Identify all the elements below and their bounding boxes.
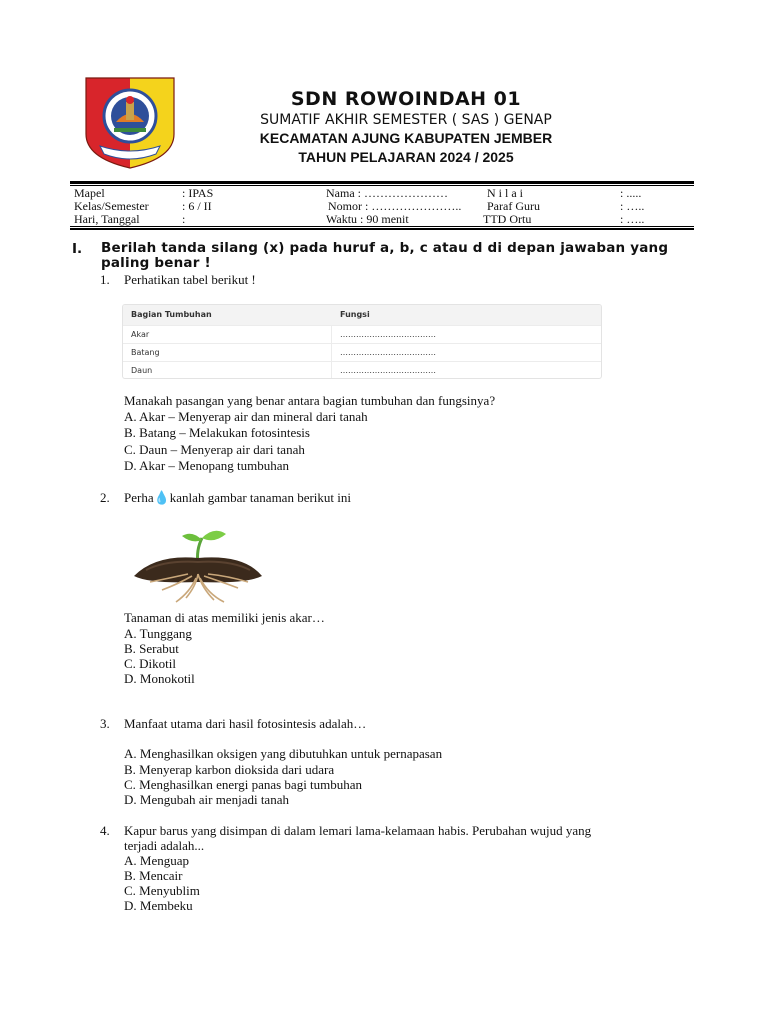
day-date-label: Hari, Tanggal	[74, 212, 140, 226]
question-3-option-b[interactable]: B. Menyerap karbon dioksida dari udara	[124, 762, 335, 777]
table-cell-function: ………………………………	[340, 330, 436, 339]
table-header-row	[123, 305, 601, 325]
question-1-option-a[interactable]: A. Akar – Menyerap air dan mineral dari tanah	[124, 409, 368, 424]
question-1-option-b[interactable]: B. Batang – Melakukan fotosintesis	[124, 425, 310, 440]
academic-year: TAHUN PELAJARAN 2024 / 2025	[298, 149, 514, 165]
teacher-signature-value[interactable]: : …..	[620, 199, 645, 213]
student-number-field[interactable]: Nomor : …………………..	[328, 199, 462, 213]
sprout-roots-icon	[126, 524, 268, 604]
question-1-option-c[interactable]: C. Daun – Menyerap air dari tanah	[124, 442, 305, 457]
question-1-number: 1.	[100, 272, 110, 287]
subject-label: Mapel	[74, 186, 105, 200]
question-2-option-b[interactable]: B. Serabut	[124, 641, 179, 656]
question-4-option-a[interactable]: A. Menguap	[124, 853, 189, 868]
question-1-intro: Perhatikan tabel berikut !	[124, 272, 256, 287]
question-2-text: Tanaman di atas memiliki jenis akar…	[124, 610, 325, 625]
table-cell-function: ………………………………	[340, 348, 436, 357]
class-semester-label: Kelas/Semester	[74, 199, 149, 213]
school-name: SDN ROWOINDAH 01	[290, 88, 522, 110]
teacher-signature-label: Paraf Guru	[487, 199, 540, 213]
section-instruction: Berilah tanda silang (x) pada huruf a, b, c atau d di depan jawaban yang paling benar !	[101, 240, 669, 271]
score-value[interactable]: : .....	[620, 186, 642, 200]
score-label: N i l a i	[487, 186, 523, 200]
subject-value: : IPAS	[182, 186, 214, 200]
info-divider	[70, 226, 694, 227]
question-4-text-line-2: terjadi adalah...	[124, 838, 205, 853]
question-3-text: Manfaat utama dari hasil fotosintesis adalah…	[124, 716, 367, 731]
parent-signature-label: TTD Ortu	[483, 212, 532, 226]
question-2-option-d[interactable]: D. Monokotil	[124, 671, 195, 686]
question-2-option-a[interactable]: A. Tunggang	[124, 626, 192, 641]
question-4-text-line-1: Kapur barus yang disimpan di dalam lemari lama-kelamaan habis. Perubahan wujud yang	[124, 823, 592, 838]
question-4-option-b[interactable]: B. Mencair	[124, 868, 183, 883]
regency-emblem-icon	[82, 76, 178, 170]
table-header-function: Fungsi	[340, 310, 370, 319]
info-divider-thick	[70, 228, 694, 230]
question-3-number: 3.	[100, 716, 110, 731]
question-1-text: Manakah pasangan yang benar antara bagian tumbuhan dan fungsinya?	[124, 393, 496, 408]
district-name: KECAMATAN AJUNG KABUPATEN JEMBER	[259, 130, 553, 146]
duration-info: Waktu : 90 menit	[326, 212, 409, 226]
day-date-value: :	[182, 212, 186, 226]
question-4-option-d[interactable]: D. Membeku	[124, 898, 193, 913]
question-2-number: 2.	[100, 490, 110, 505]
question-1-option-d[interactable]: D. Akar – Menopang tumbuhan	[124, 458, 290, 473]
table-row	[123, 361, 601, 379]
table-header-part: Bagian Tumbuhan	[131, 310, 212, 319]
table-cell-part: Akar	[131, 330, 150, 339]
table-cell-part: Batang	[131, 348, 160, 357]
plant-parts-table	[122, 304, 602, 379]
question-3-option-a[interactable]: A. Menghasilkan oksigen yang dibutuhkan untuk pernapasan	[124, 746, 443, 761]
class-semester-value: : 6 / II	[182, 199, 212, 213]
question-4-number: 4.	[100, 823, 110, 838]
question-2-intro: Perha💧kanlah gambar tanaman berikut ini	[124, 490, 351, 505]
header-divider-top	[70, 181, 694, 184]
question-3-option-d[interactable]: D. Mengubah air menjadi tanah	[124, 792, 289, 807]
parent-signature-value[interactable]: : …..	[620, 212, 645, 226]
table-row	[123, 325, 601, 344]
question-3-option-c[interactable]: C. Menghasilkan energi panas bagi tumbuhan	[124, 777, 363, 792]
student-name-field[interactable]: Nama : …………………	[326, 186, 448, 200]
table-cell-part: Daun	[131, 366, 153, 375]
exam-title: SUMATIF AKHIR SEMESTER ( SAS ) GENAP	[260, 112, 552, 128]
section-number: I.	[72, 241, 83, 257]
question-2-option-c[interactable]: C. Dikotil	[124, 656, 177, 671]
question-4-option-c[interactable]: C. Menyublim	[124, 883, 200, 898]
table-cell-function: ………………………………	[340, 366, 436, 375]
table-row	[123, 343, 601, 362]
